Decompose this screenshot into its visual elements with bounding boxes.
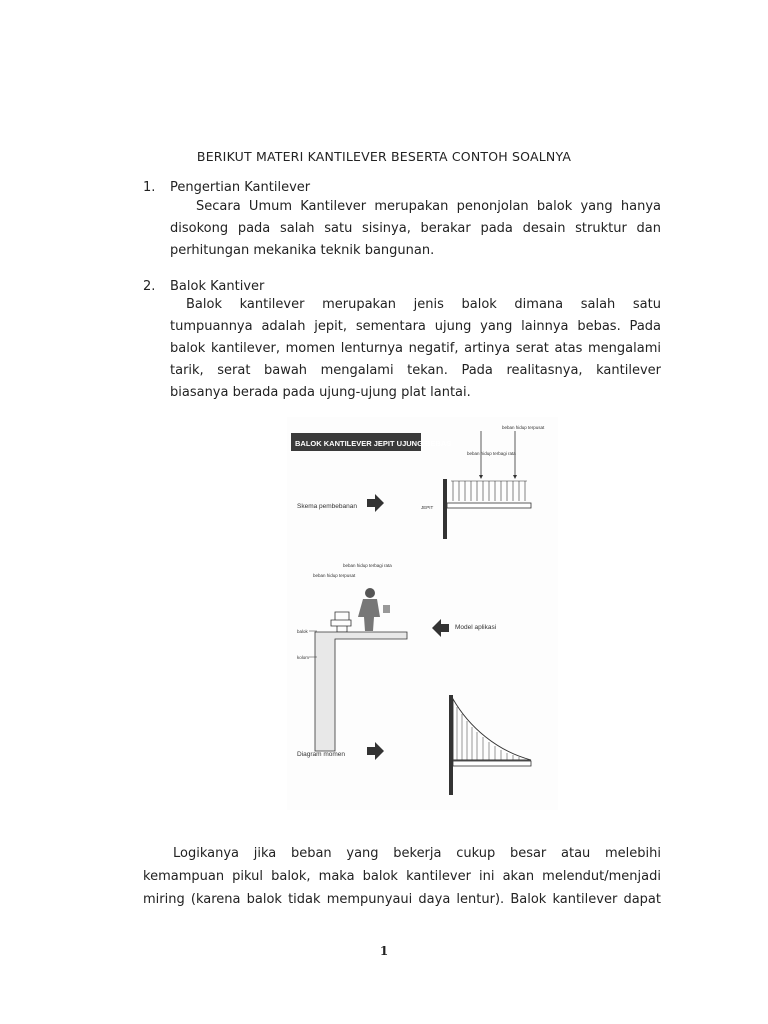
distributed-load-arrows <box>451 481 527 501</box>
moment-curve <box>453 699 531 760</box>
label-beban-bagi-rata: beban hidup terbagi rata <box>467 451 516 456</box>
section-2-line-4: tarik, serat bawah mengalami tekan. Pada realitasnya, kantilever <box>170 363 661 378</box>
closing-line-1: Logikanya jika beban yang bekerja cukup besar atau melebihi <box>173 846 661 861</box>
banner-text: BALOK KANTILEVER JEPIT UJUNG BEBAS <box>295 439 452 448</box>
toilet-icon <box>331 612 351 632</box>
person-body-icon <box>358 599 380 631</box>
section-2-paragraph <box>170 294 661 404</box>
label-diagram: Diagram momen <box>297 751 346 758</box>
cantilever-figure <box>287 417 558 810</box>
fixed-support-2 <box>449 695 453 795</box>
label-beban-hidup-bagi-rata: beban hidup terbagi rata <box>343 563 392 568</box>
label-jepit: JEPIT <box>421 505 434 510</box>
cantilever-diagram <box>287 417 558 810</box>
beam-top <box>447 503 531 508</box>
section-1-line-2: disokong pada salah satu sisinya, berakar pada desain struktur dan <box>170 221 661 236</box>
section-2-number: 2. <box>143 279 156 294</box>
bag-icon <box>383 605 390 613</box>
closing-paragraph <box>143 842 661 911</box>
arrow-right-icon <box>367 494 384 512</box>
arrow-right-icon-2 <box>367 742 384 760</box>
section-2-line-5: biasanya berada pada ujung-ujung plat lantai. <box>170 385 471 400</box>
section-1-heading: Pengertian Kantilever <box>170 180 311 195</box>
label-model: Model aplikasi <box>455 624 497 631</box>
label-skema: Skema pembebanan <box>297 503 357 510</box>
page-number: 1 <box>379 944 389 958</box>
section-1-number: 1. <box>143 180 156 195</box>
label-kolom: kolom <box>297 655 310 660</box>
page-title: BERIKUT MATERI KANTILEVER BESERTA CONTOH SOALNYA <box>196 149 572 164</box>
section-2-heading: Balok Kantiver <box>170 279 265 294</box>
section-1-line-3: perhitungan mekanika teknik bangunan. <box>170 243 435 258</box>
arrow-left-icon <box>432 619 449 637</box>
point-load-arrowheads <box>479 475 517 479</box>
closing-line-2: kemampuan pikul balok, maka balok kantilever ini akan melendut/menjadi <box>143 869 661 884</box>
label-beban-hidup-terpusat: beban hidup terpusat <box>313 573 356 578</box>
section-2-line-3: balok kantilever, momen lenturnya negatif, artinya serat atas mengalami <box>170 341 661 356</box>
closing-line-3: miring (karena balok tidak mempunyaui daya lentur). Balok kantilever dapat <box>143 892 661 907</box>
section-1-line-1: Secara Umum Kantilever merupakan penonjolan balok yang hanya <box>196 199 661 214</box>
beam-bottom <box>453 761 531 766</box>
person-head-icon <box>365 588 375 598</box>
section-2-line-2: tumpuannya adalah jepit, sementara ujung yang lainnya bebas. Pada <box>170 319 661 334</box>
section-2-line-1: Balok kantilever merupakan jenis balok dimana salah satu <box>186 297 661 312</box>
section-1-paragraph <box>170 196 661 262</box>
fixed-support <box>443 479 447 539</box>
slab-column <box>315 632 407 751</box>
label-beban-terpusat: beban hidup terpusat <box>502 425 545 430</box>
label-balok: balok <box>297 629 308 634</box>
